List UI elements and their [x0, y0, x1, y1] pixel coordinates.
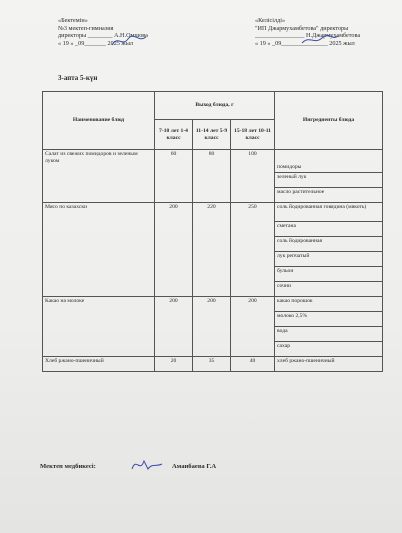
- portion-value: 80: [193, 150, 231, 203]
- ingredient: масло растительное: [275, 188, 383, 203]
- table-row: [43, 357, 383, 372]
- supplier-signature-icon: [300, 33, 340, 47]
- supplier-director: "ИП Джармухамбетова" директоры: [255, 24, 349, 32]
- portion-value: 35: [193, 357, 231, 372]
- col-header-dish: Наименование блюд: [43, 92, 155, 150]
- portion-value: 220: [193, 203, 231, 297]
- portion-value: 200: [155, 203, 193, 297]
- week-day-label: 3-апта 5-күн: [58, 74, 98, 82]
- ingredient: сочни: [275, 282, 383, 297]
- agreed-date: « 19 » _09_______________ 2025 жыл: [255, 39, 355, 47]
- ingredient: сметана: [275, 222, 383, 237]
- ingredient: какао порошок: [275, 297, 383, 312]
- dish-name: Какао на молоке: [43, 297, 155, 357]
- ingredient: молоко 2,5%: [275, 312, 383, 327]
- dish-name: Хлеб ржано-пшеничный: [43, 357, 155, 372]
- age-group-2: 11-14 лет 5-9 класс: [193, 120, 231, 150]
- dish-name: Мясо по казахски: [43, 203, 155, 297]
- table-row: [43, 150, 383, 173]
- portion-value: 200: [193, 297, 231, 357]
- portion-value: 20: [155, 357, 193, 372]
- portion-value: 200: [231, 297, 275, 357]
- director-line: директоры ________ А.Н.Омшова: [58, 32, 148, 40]
- portion-value: 100: [231, 150, 275, 203]
- age-group-1: 7-10 лет 1-4 класс: [155, 120, 193, 150]
- supplier-signature-line: ________________ Н.Джармухамбетова: [255, 32, 361, 40]
- agreed-title: «Келісілді»: [255, 17, 286, 24]
- dish-name: Салат из свежих помидоров и зеленым луком: [43, 150, 155, 203]
- ingredient: лук репчатый: [275, 252, 383, 267]
- portion-value: 200: [155, 297, 193, 357]
- director-signature-icon: [110, 33, 150, 49]
- ingredient: соль йодированная: [275, 237, 383, 252]
- nurse-signature-icon: [130, 457, 164, 473]
- ingredient: бульон: [275, 267, 383, 282]
- col-header-ingredients: Ингредиенты блюда: [275, 92, 383, 150]
- nurse-footer: [40, 463, 217, 470]
- portion-value: 40: [231, 357, 275, 372]
- ingredient: зеленый лук: [275, 173, 383, 188]
- approval-date: « 19 » _09_______ 2025 жыл: [58, 39, 133, 47]
- age-group-3: 15-18 лет 10-11 класс: [231, 120, 275, 150]
- nurse-name: Аманбаева Г.А: [172, 463, 217, 470]
- ingredient: соль йодированная говядина (мякоть): [275, 203, 383, 222]
- portion-value: 250: [231, 203, 275, 297]
- table-row: [43, 203, 383, 222]
- col-header-output: Выход блюда, г: [155, 92, 275, 120]
- menu-table: [42, 91, 383, 372]
- ingredient: вода: [275, 327, 383, 342]
- school-name: №3 мектеп-гимназия: [58, 24, 114, 32]
- ingredient: сахар: [275, 342, 383, 357]
- nurse-label: Мектеп медбикесі:: [40, 463, 96, 470]
- ingredient: хлеб ржано-пшеничный: [275, 357, 383, 372]
- table-row: [43, 297, 383, 312]
- portion-value: 60: [155, 150, 193, 203]
- ingredient: помидоры: [275, 150, 383, 173]
- approval-title: «Бектемін»: [58, 17, 88, 24]
